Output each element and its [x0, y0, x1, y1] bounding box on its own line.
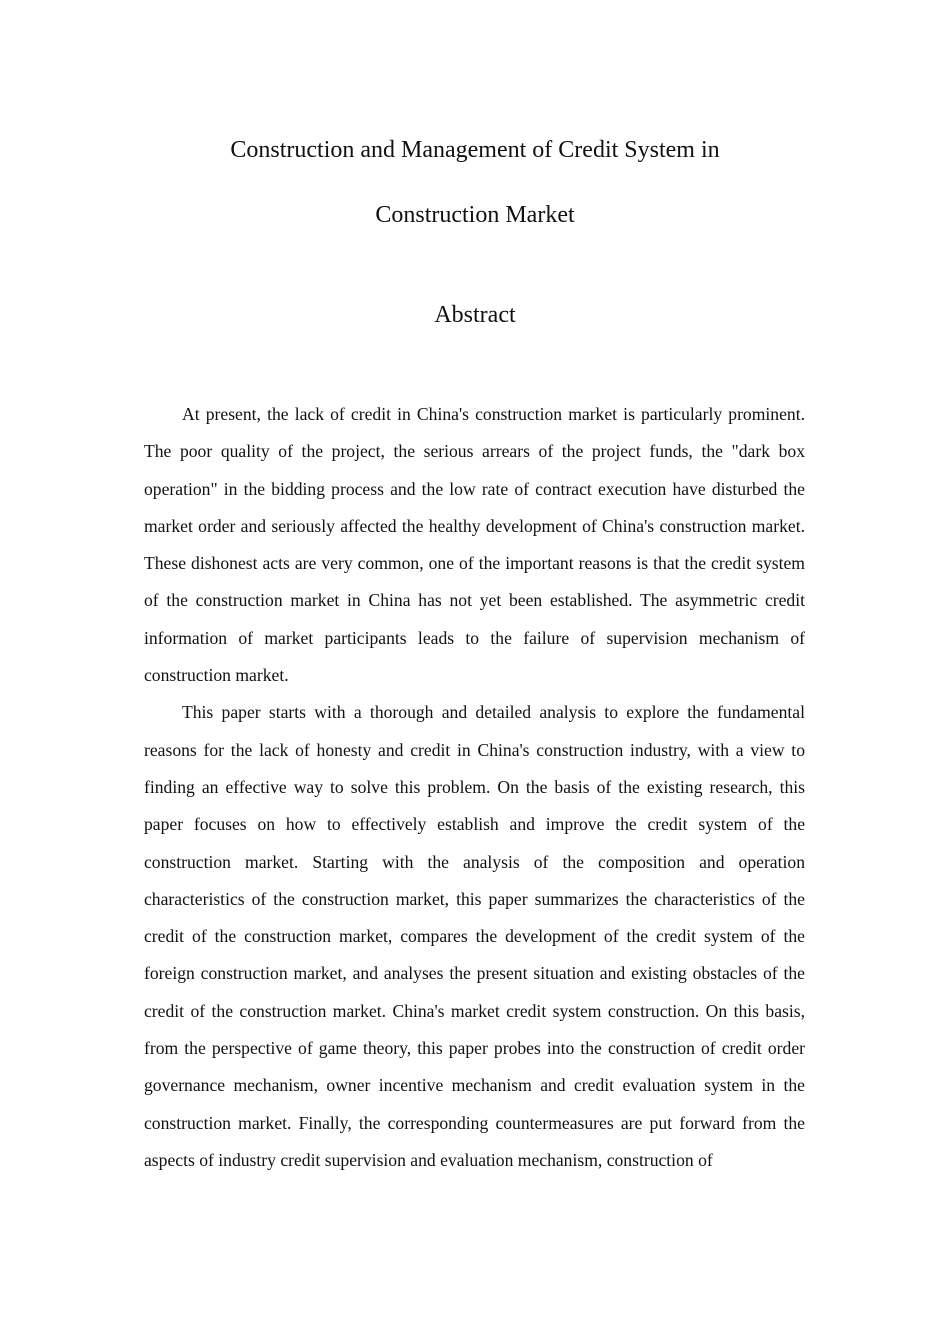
paper-title-line-2: Construction Market	[375, 202, 575, 228]
abstract-paragraph-2: This paper starts with a thorough and detailed analysis to explore the fundamental reasons for the lack of honesty and credit in China's construction industry, with a view to finding an effective way to solve this problem. On the basis of the existing research, this paper focuses on how to effectively establish and improve the credit system of the construction market. Starting with the analysis of the composition and operation characteristics of the construction market, this paper summarizes the characteristics of the credit of the construction market, compares the development of the credit system of the foreign construction market, and analyses the present situation and existing obstacles of the credit of the construction market. China's market credit system construction. On this basis, from the perspective of game theory, this paper probes into the construction of credit order governance mechanism, owner incentive mechanism and credit evaluation system in the construction market. Finally, the corresponding countermeasures are put forward from the aspects of industry credit supervision and evaluation mechanism, construction of	[144, 702, 805, 1170]
abstract-paragraph-1: At present, the lack of credit in China's construction market is particularly prominent. The poor quality of the project, the serious arrears of the project funds, the "dark box operation" in the bidding process and the low rate of contract execution have disturbed the market order and seriously affected the healthy development of China's construction market. These dishonest acts are very common, one of the important reasons is that the credit system of the construction market in China has not yet been established. The asymmetric credit information of market participants leads to the failure of supervision mechanism of construction market.	[144, 404, 805, 686]
paper-title-line-1: Construction and Management of Credit System in	[230, 137, 720, 163]
abstract-heading: Abstract	[434, 302, 516, 328]
abstract-body	[144, 396, 805, 1179]
